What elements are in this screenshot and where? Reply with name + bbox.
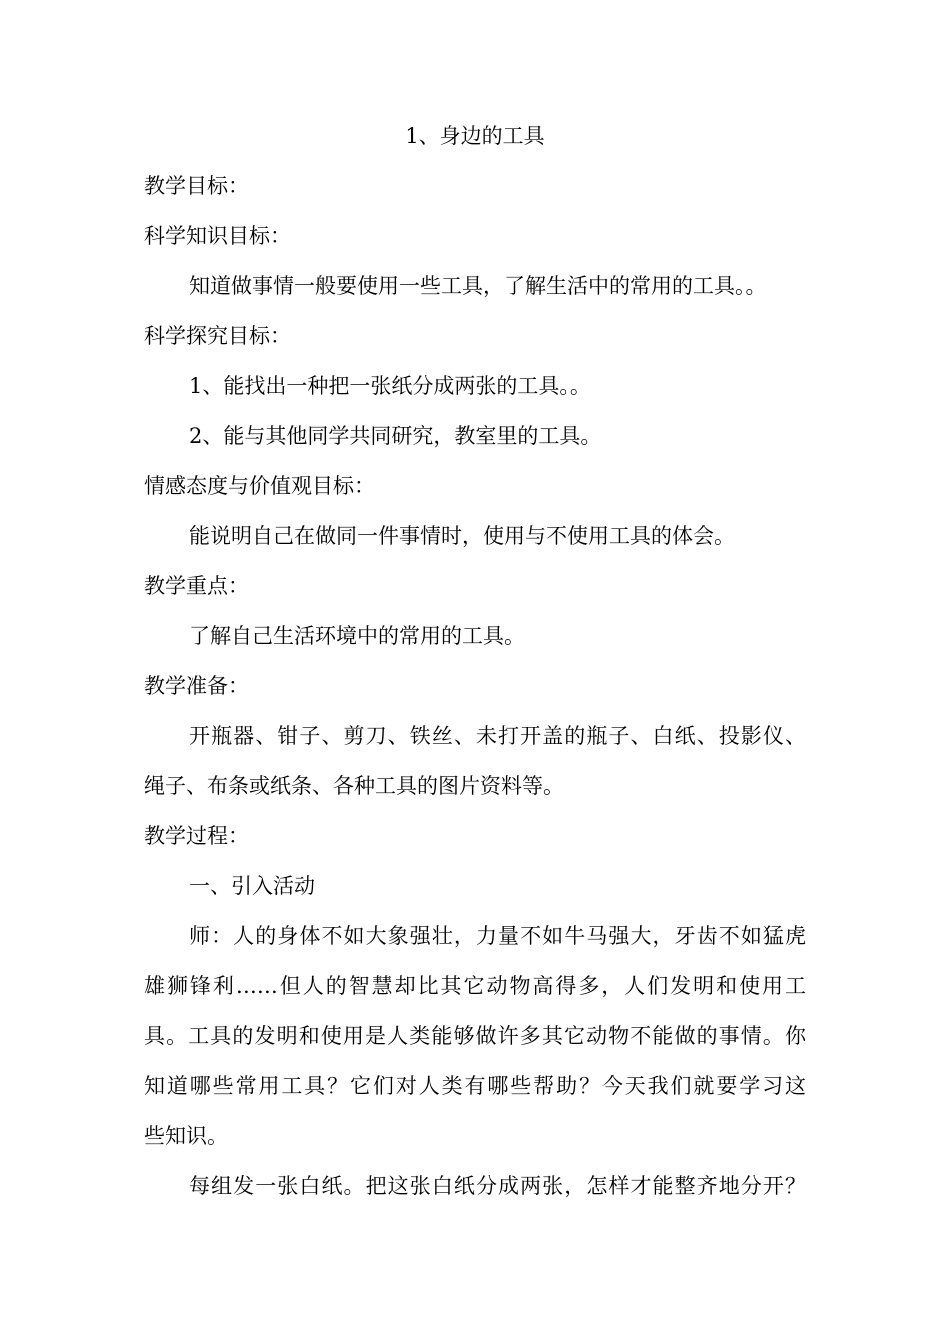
paragraph-activity-line-1: 每组发一张白纸。把这张白纸分成两张，怎样才能整齐地分开？ — [189, 1174, 806, 1198]
paragraph-teacher-line-4: 知道哪些常用工具？它们对人类有哪些帮助？今天我们就要学习这 — [144, 1074, 806, 1098]
heading-inquiry-goals: 科学探究目标： — [144, 324, 291, 348]
document-title: 1、身边的工具 — [405, 124, 545, 148]
heading-key-points: 教学重点： — [144, 574, 249, 598]
heading-attitude-goals: 情感态度与价值观目标： — [144, 474, 375, 498]
paragraph-teacher-line-2: 雄狮锋利……但人的智慧却比其它动物高得多，人们发明和使用工 — [144, 974, 806, 998]
list-item-inquiry-2: 2、能与其他同学共同研究，教室里的工具。 — [189, 424, 602, 448]
heading-process: 教学过程： — [144, 824, 249, 848]
heading-preparation: 教学准备： — [144, 674, 249, 698]
heading-knowledge-goals: 科学知识目标： — [144, 224, 291, 248]
paragraph-preparation-line-2: 绳子、布条或纸条、各种工具的图片资料等。 — [144, 774, 564, 798]
paragraph-teacher-line-1: 师：人的身体不如大象强壮，力量不如牛马强大，牙齿不如猛虎 — [189, 924, 806, 948]
section-heading-intro-activity: 一、引入活动 — [189, 874, 315, 898]
paragraph-attitude-goal: 能说明自己在做同一件事情时，使用与不使用工具的体会。 — [189, 524, 735, 548]
paragraph-knowledge-goal: 知道做事情一般要使用一些工具，了解生活中的常用的工具。。 — [189, 274, 767, 298]
heading-teaching-goals: 教学目标： — [144, 174, 249, 198]
paragraph-teacher-line-3: 具。工具的发明和使用是人类能够做许多其它动物不能做的事情。你 — [144, 1024, 806, 1048]
paragraph-teacher-line-5: 些知识。 — [144, 1124, 228, 1148]
paragraph-preparation-line-1: 开瓶器、钳子、剪刀、铁丝、未打开盖的瓶子、白纸、投影仪、 — [189, 724, 806, 748]
list-item-inquiry-1: 1、能找出一种把一张纸分成两张的工具。。 — [189, 374, 591, 398]
paragraph-key-point: 了解自己生活环境中的常用的工具。 — [189, 624, 525, 648]
